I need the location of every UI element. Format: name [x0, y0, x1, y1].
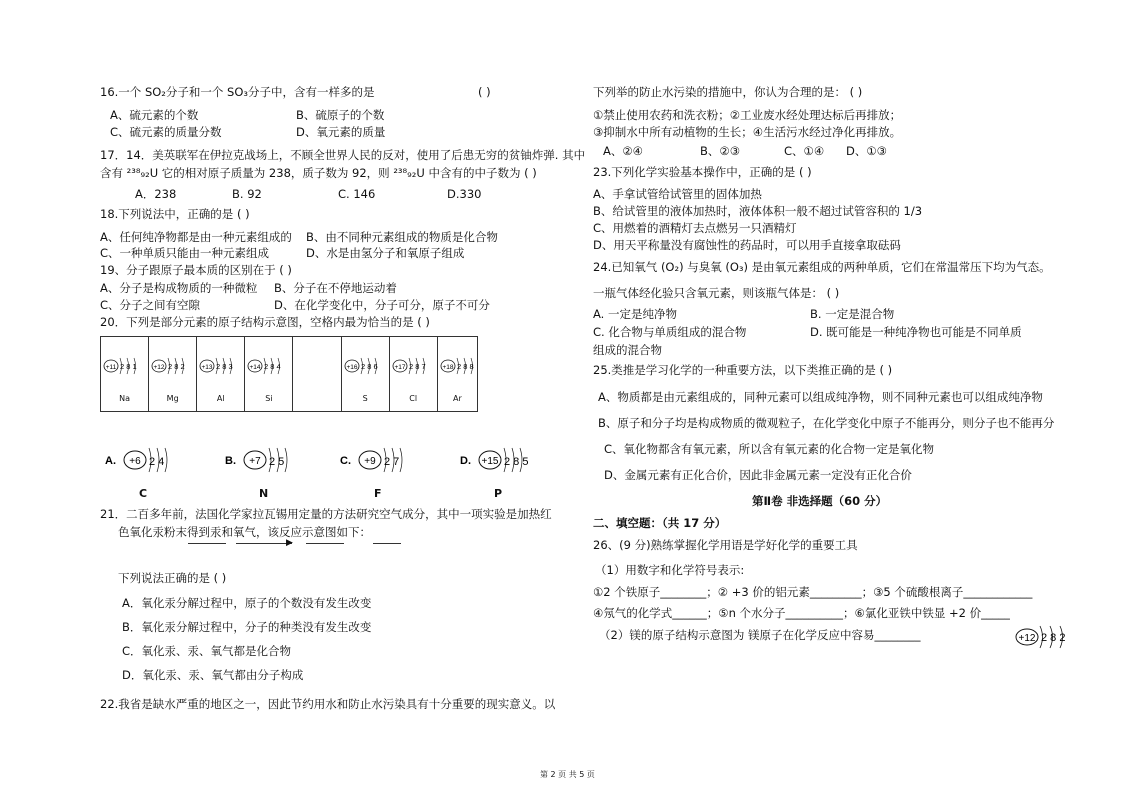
q20-stem: 20．下列是部分元素的原子结构示意图，空格内最为恰当的是 ( ) [100, 315, 430, 329]
q19-option-b: B、分子在不停地运动着 [274, 281, 397, 295]
q21-option-c: C．氧化汞、汞、氧气都是化合物 [122, 644, 292, 658]
nucleus-label: +12 [153, 364, 165, 371]
q24-option-d-cont: 组成的混合物 [593, 343, 662, 357]
shell-arc-3 [400, 448, 402, 472]
nucleus-label: +14 [249, 364, 261, 371]
q26-line-2: ④氖气的化学式______；⑤n 个水分子__________；⑥氯化亚铁中铁显 +2 价_____ [593, 606, 1010, 620]
nucleus-label: +18 [442, 364, 454, 371]
element-symbol: Al [216, 394, 225, 403]
shell-electrons: 2 8 8 [456, 362, 474, 371]
element-symbol: Si [265, 394, 273, 403]
q21-ask: 下列说法正确的是 ( ) [118, 571, 227, 585]
q20-option-element-label: N [259, 487, 269, 500]
q26-part-1: （1）用数字和化学符号表示: [595, 563, 745, 577]
q20-option-n-diagram [225, 444, 320, 480]
q18-option-d: D、水是由氢分子和氧原子组成 [306, 246, 465, 260]
q20-option-element-label: C [139, 487, 148, 500]
q16-option-c: C、硫元素的质量分数 [110, 125, 222, 139]
atom-cell-si [245, 337, 293, 411]
shell-arc-3 [165, 448, 167, 472]
q22-option-d: D、①③ [846, 144, 887, 158]
q20-option-f-diagram [340, 444, 435, 480]
atom-cell-s [342, 337, 390, 411]
q23-option-b: B、给试管里的液体加热时，液体体积一般不超过试管容积的 1/3 [593, 204, 923, 218]
q16-option-a: A、硫元素的个数 [110, 108, 199, 122]
nucleus-label: +15 [481, 456, 499, 467]
q22-option-c: C、①④ [784, 144, 825, 158]
q21-stem-2: 色氧化汞粉末得到汞和氧气，该反应示意图如下： [118, 525, 371, 539]
element-symbol: Ar [453, 394, 462, 403]
q17-option-b: B. 92 [232, 187, 262, 201]
q26-part-2: （2）镁的原子结构示意图为 镁原子在化学反应中容易________ [599, 628, 921, 642]
q22-stem: 22.我省是缺水严重的地区之一，因此节约用水和防止水污染具有十分重要的现实意义。以 [100, 697, 556, 711]
q24-option-d: D. 既可能是一种纯净物也可能是不同单质 [810, 325, 1022, 339]
q20-option-element-label: P [494, 487, 503, 500]
atom-diagram [197, 337, 245, 387]
q16-option-b: B、硫原子的个数 [296, 108, 385, 122]
mg-nucleus-label: +12 [1018, 633, 1036, 644]
element-symbol: Mg [166, 394, 179, 403]
shell-electrons: 2 8 5 [504, 456, 529, 468]
q16-stem: 16.一个 SO₂分子和一个 SO₃分子中，含有一样多的是 [100, 85, 375, 99]
q25-option-d: D、金属元素有正化合价，因此非金属元素一定没有正化合价 [604, 468, 912, 482]
nucleus-label: +7 [249, 456, 261, 467]
atom-diagram [390, 337, 438, 387]
q24-option-b: B. 一定是混合物 [810, 307, 895, 321]
q22-continued: 下列举的防止水污染的措施中，你认为合理的是： ( ) [593, 85, 863, 99]
reaction-line-3 [373, 543, 401, 544]
nucleus-label: +9 [364, 456, 376, 467]
element-symbol: Cl [409, 394, 418, 403]
atom-cell-blank [293, 337, 341, 411]
q25-stem: 25.类推是学习化学的一种重要方法，以下类推正确的是 ( ) [593, 363, 893, 377]
q25-option-c: C、氧化物都含有氧元素，所以含有氧元素的化合物一定是氧化物 [604, 442, 935, 456]
option-letter: A. [105, 455, 116, 467]
section-2-title: 第Ⅱ卷 非选择题（60 分） [752, 494, 888, 508]
q22-measure-2: ③抑制水中所有动植物的生长；④生活污水经过净化再排放。 [593, 125, 902, 139]
shell-electrons: 2 8 4 [264, 362, 282, 371]
q24-option-c: C. 化合物与单质组成的混合物 [593, 325, 747, 339]
atom-diagram [245, 337, 293, 387]
q23-stem: 23.下列化学实验基本操作中，正确的是 ( ) [593, 165, 812, 179]
q19-option-d: D、在化学变化中，分子可分，原子不可分 [274, 298, 490, 312]
shell-electrons: 2 8 2 [168, 362, 185, 371]
atom-diagram [101, 337, 149, 387]
shell-electrons: 2 5 [269, 456, 285, 468]
q17-option-a: A．238 [135, 187, 177, 201]
q24-stem-1: 24.已知氧气 (O₂) 与臭氧 (O₃) 是由氧元素组成的两种单质，它们在常温常压下均为气态。 [593, 260, 1051, 274]
q18-option-b: B、由不同种元素组成的物质是化合物 [306, 230, 498, 244]
shell-electrons: 2 8 6 [360, 362, 378, 371]
nucleus-label: +6 [129, 456, 141, 467]
q24-stem-2: 一瓶气体经化验只含氧元素，则该瓶气体是： ( ) [593, 286, 840, 300]
q22-measure-1: ①禁止使用农药和洗衣粉；②工业废水经处理达标后再排放； [593, 108, 902, 122]
atom-cell-na [101, 337, 149, 411]
fill-section-title: 二、填空题：（共 17 分） [593, 516, 727, 530]
atom-diagram [342, 337, 390, 387]
q16-option-d: D、氧元素的质量 [296, 125, 386, 139]
option-letter: B. [225, 455, 236, 467]
mg-shell-electrons: 2 8 2 [1041, 632, 1066, 644]
shell-electrons: 2 8 7 [408, 362, 426, 371]
q25-option-a: A、物质都是由元素组成的，同种元素可以组成纯净物，则不同种元素也可以组成纯净物 [598, 390, 1043, 404]
option-letter: D. [460, 455, 471, 467]
q18-option-a: A、任何纯净物都是由一种元素组成的 [100, 230, 292, 244]
q19-option-c: C、分子之间有空隙 [100, 298, 201, 312]
atom-cell-mg [149, 337, 197, 411]
element-symbol: Na [119, 394, 130, 403]
nucleus-label: +16 [346, 364, 358, 371]
q21-option-a: A．氧化汞分解过程中，原子的个数没有发生改变 [122, 596, 372, 610]
q21-stem-1: 21．二百多年前，法国化学家拉瓦锡用定量的方法研究空气成分，其中一项实验是加热红 [100, 507, 552, 521]
q18-stem: 18.下列说法中，正确的是 ( ) [100, 207, 250, 221]
q17-option-d: D.330 [447, 187, 482, 201]
q23-option-c: C、用燃着的酒精灯去点燃另一只酒精灯 [593, 221, 797, 235]
nucleus-label: +13 [201, 364, 213, 371]
atom-cell-al [197, 337, 245, 411]
arrow-head-icon: ▶ [286, 538, 293, 548]
shell-arc-3 [285, 448, 287, 472]
atom-cell-ar [438, 337, 477, 411]
shell-electrons: 2 4 [149, 456, 165, 468]
atom-diagram [438, 337, 478, 387]
nucleus-label: +17 [394, 364, 406, 371]
element-symbol: S [362, 394, 368, 403]
q22-option-a: A、②④ [603, 144, 643, 158]
q22-option-b: B、②③ [700, 144, 741, 158]
atom-diagram [149, 337, 197, 387]
q23-option-a: A、手拿试管给试管里的固体加热 [593, 187, 762, 201]
q23-option-d: D、用天平称量没有腐蚀性的药品时，可以用手直接拿取砝码 [593, 238, 901, 252]
shell-electrons: 2 7 [384, 456, 400, 468]
q24-option-a: A. 一定是纯净物 [593, 307, 677, 321]
reaction-line-1 [188, 543, 226, 544]
q17-option-c: C. 146 [338, 187, 376, 201]
q19-option-a: A、分子是构成物质的一种微粒 [100, 281, 258, 295]
q25-option-b: B、原子和分子均是构成物质的微观粒子，在化学变化中原子不能再分，则分子也不能再分 [598, 416, 1055, 430]
q26-stem: 26、(9 分)熟练掌握化学用语是学好化学的重要工具 [593, 538, 858, 552]
shell-electrons: 2 8 3 [216, 362, 233, 371]
q20-option-element-label: F [374, 487, 382, 500]
q21-option-b: B．氧化汞分解过程中，分子的种类没有发生改变 [122, 620, 372, 634]
q26-line-1: ①2 个铁原子________；② +3 价的铝元素_________；③5 个硫酸根离子____________ [593, 585, 1033, 599]
q19-stem: 19、分子跟原子最本质的区别在于 ( ) [100, 263, 292, 277]
q18-option-c: C、一种单质只能由一种元素组成 [100, 246, 270, 260]
mg-atom-diagram [1014, 620, 1076, 654]
q20-option-p-diagram [460, 444, 555, 480]
q20-option-c-diagram [105, 444, 200, 480]
shell-electrons: 2 8 1 [120, 362, 137, 371]
atom-structure-table [100, 336, 478, 412]
reaction-arrow [236, 543, 292, 544]
page-number: 第 2 页 共 5 页 [540, 770, 595, 779]
atom-cell-cl [390, 337, 438, 411]
reaction-line-2 [306, 543, 344, 544]
nucleus-label: +11 [105, 364, 117, 371]
option-letter: C. [340, 455, 351, 467]
q17-stem-1: 17．14．美英联军在伊拉克战场上，不顾全世界人民的反对，使用了后患无穷的贫铀炸弹. 其中 [100, 148, 586, 162]
q17-stem-2: 含有 ²³⁸₉₂U 它的相对原子质量为 238，质子数为 92，则 ²³⁸₉₂U 中含有的中子数为 ( ) [100, 166, 537, 180]
q21-option-d: D．氧化汞、汞、氧气都由分子构成 [122, 668, 304, 682]
q16-blank: ( ) [478, 85, 491, 99]
